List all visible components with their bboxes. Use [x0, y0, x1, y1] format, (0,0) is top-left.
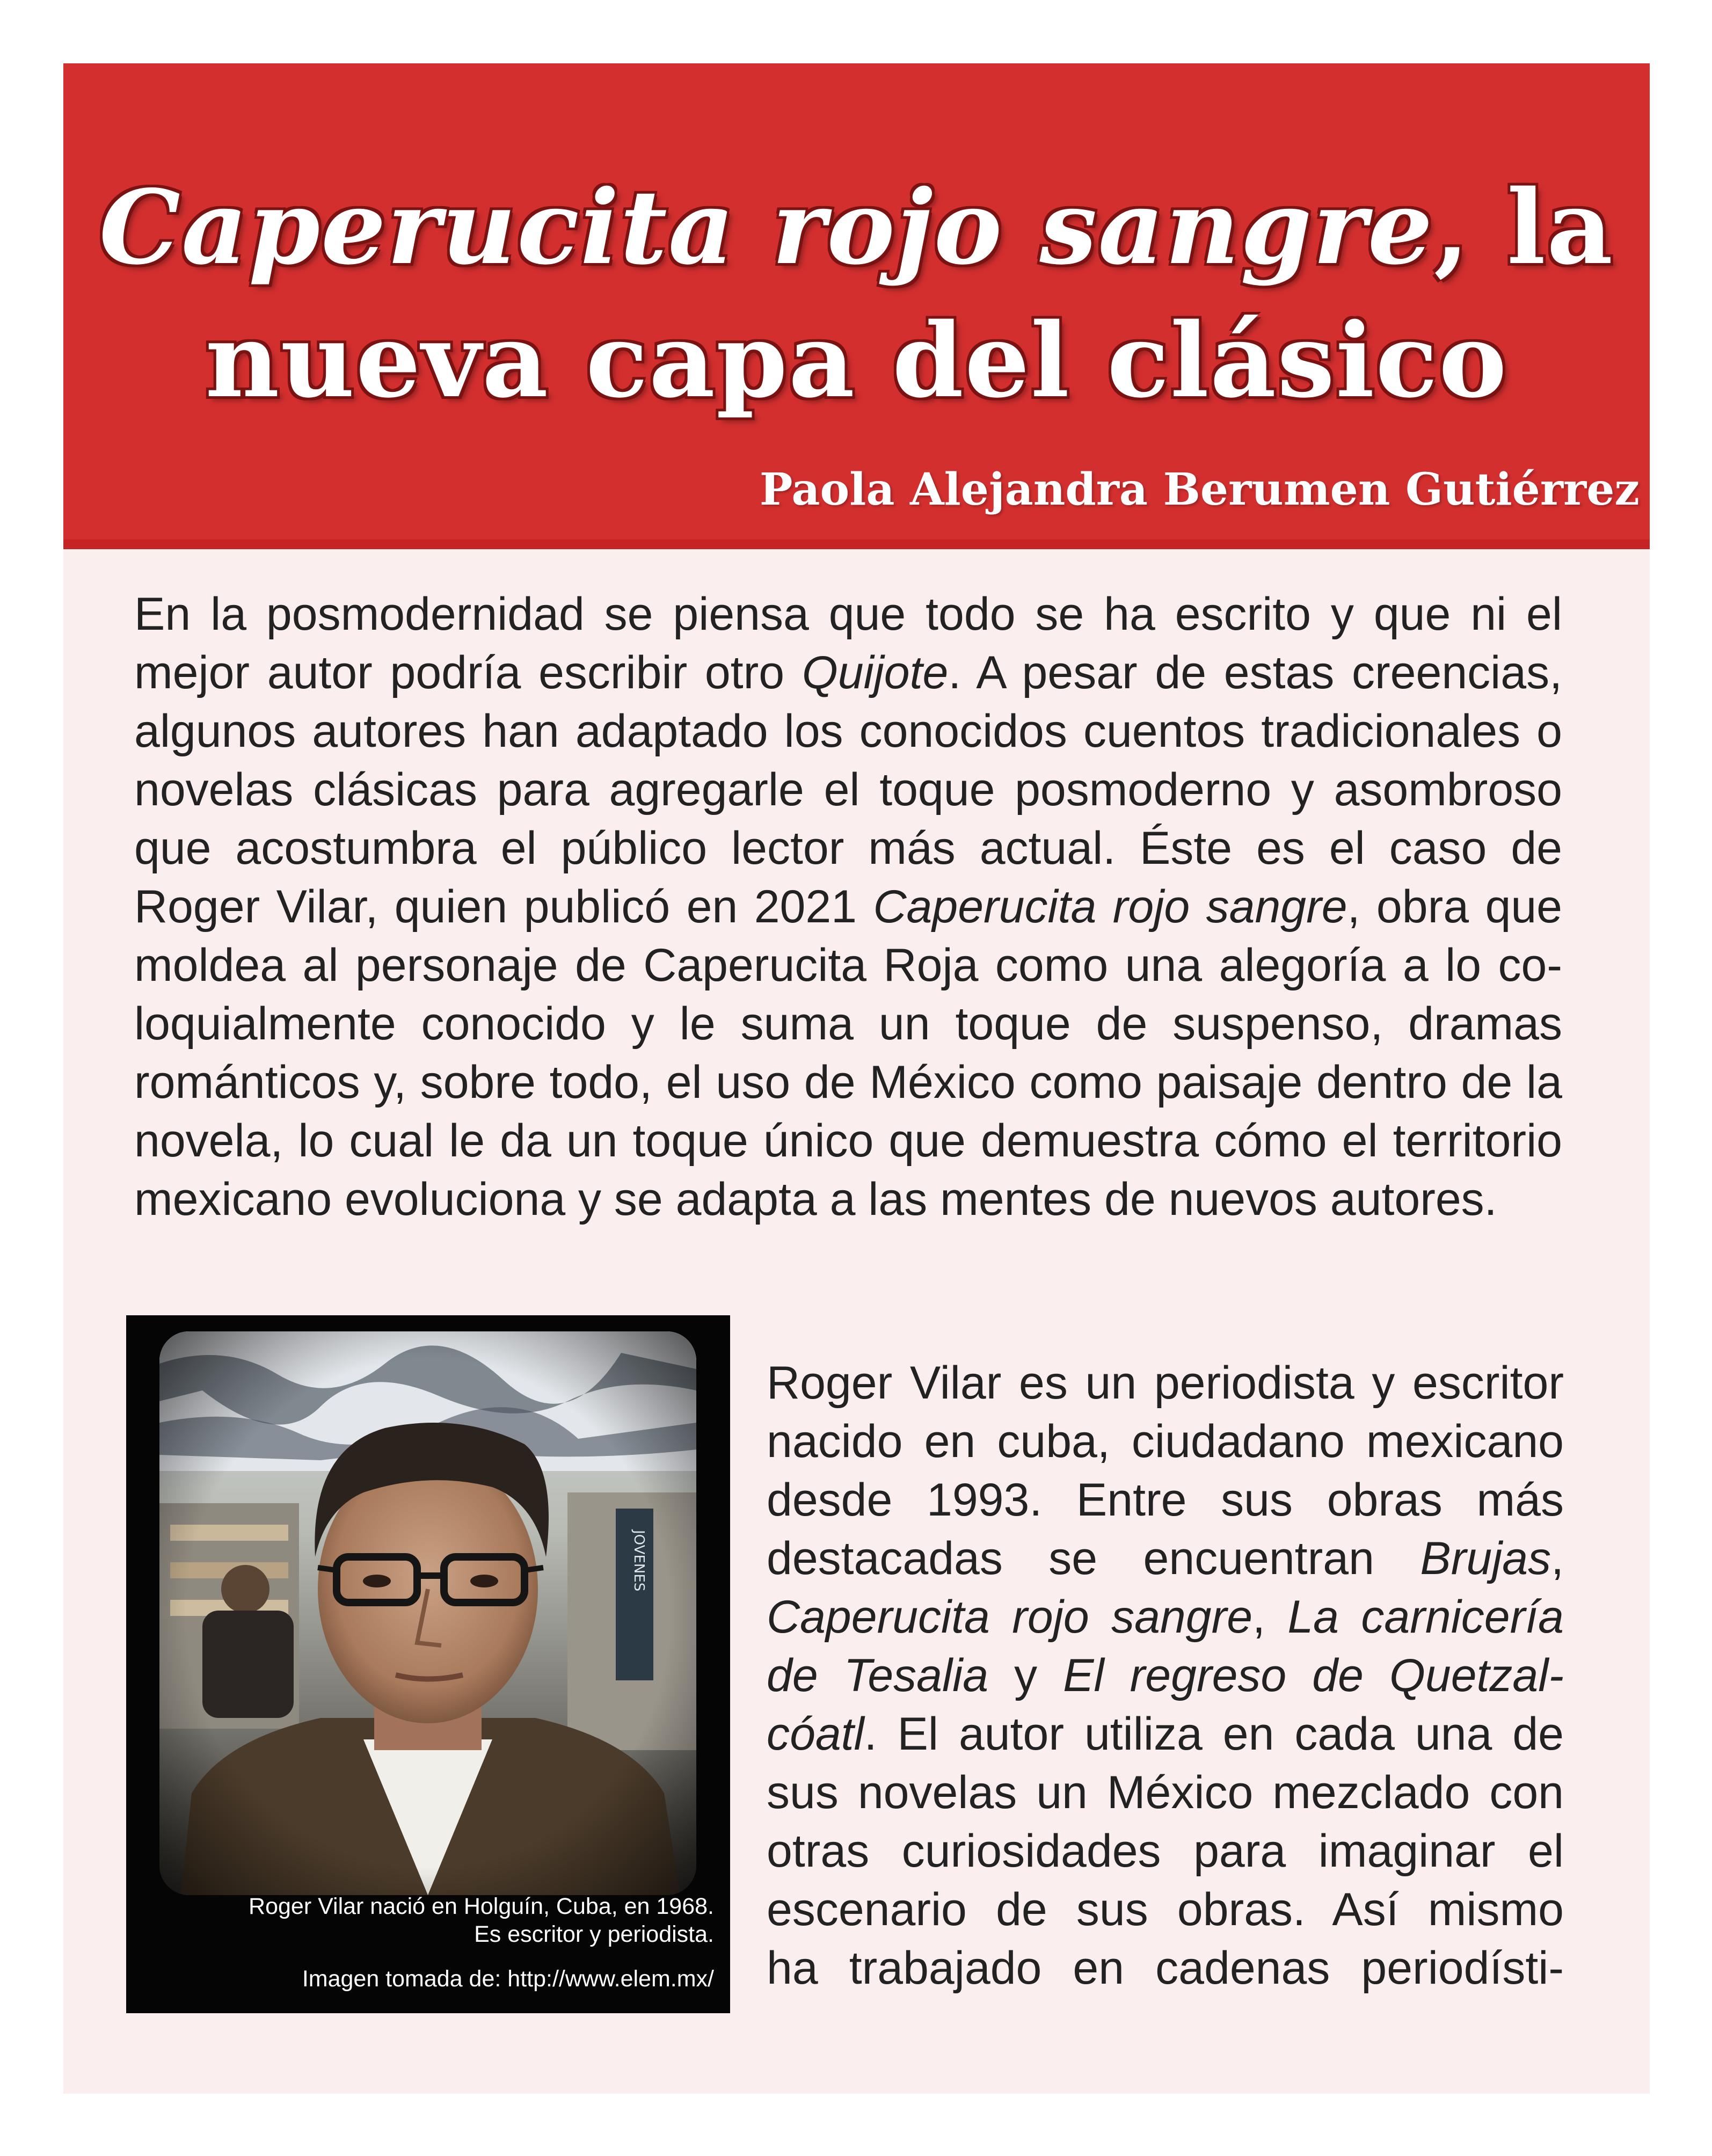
author-name: Paola Alejandra Berumen Gutiérrez: [759, 464, 1640, 515]
bio-italic-caperucita: Caperucita rojo sangre: [767, 1591, 1253, 1643]
caption-line-1: Roger Vilar nació en Holguín, Cuba, en 1968.: [249, 1893, 714, 1919]
bio-line-4: [767, 1529, 1564, 1588]
bio-line-1: Roger Vilar es un periodista y escritor: [767, 1357, 1564, 1409]
bio-line-2: nacido en cuba, ciudadano mexicano: [767, 1416, 1564, 1467]
author-portrait-image: [159, 1331, 696, 1895]
bio-line-11: ha trabajado en cadenas periodísti-: [767, 1942, 1564, 1994]
photo-caption: [142, 1892, 714, 1948]
bio-line-9: otras curiosidades para imaginar el: [767, 1825, 1564, 1877]
para1-italic-quijote: Quijote: [802, 647, 949, 698]
article-title: [63, 161, 1650, 427]
photo-credit: Imagen tomada de: http://www.elem.mx/: [302, 1966, 714, 1992]
bio-italic-coatl: cóatl: [767, 1708, 864, 1760]
bio-line-3: desde 1993. Entre sus obras más: [767, 1474, 1564, 1526]
intro-paragraph: [134, 585, 1562, 1229]
title-line-2: nueva capa del clásico: [205, 301, 1508, 420]
bio-line-4-text: destacadas se encuentran: [767, 1533, 1420, 1584]
bio-line-8: sus novelas un México mezclado con: [767, 1767, 1564, 1818]
bio-line-4-comma: ,: [1551, 1533, 1564, 1584]
para1-text-2: . A pesar de estas creencias, algunos autores han adaptado los conocidos cuentos tradicionales o novelas clásicas para agregarle el toque posmoderno y asombroso que acostumbra el público lector más actual. Éste es el caso de Roger Vilar, quien publicó en 2021: [134, 647, 1562, 933]
para1-italic-caperucita: Caperucita rojo sangre: [873, 881, 1347, 933]
bio-line-7-text: . El autor utiliza en cada una de: [864, 1708, 1564, 1760]
title-italic: Caperucita rojo sangre: [99, 167, 1434, 287]
para1-text-3: , obra que moldea al personaje de Caperucita Roja como una alegoría a lo coloquialmente conocido y le suma un toque de suspenso, dramas románticos y, sobre todo, el uso de México como paisaje dentro de la novela, lo cual le da un toque único que demuestra cómo el territorio mexicano evoluciona y se adapta a las mentes de nuevos autores.: [134, 881, 1562, 1225]
author-photo: [159, 1331, 696, 1895]
caption-line-2: Es escritor y periodista.: [474, 1921, 714, 1947]
bio-italic-carniceria: La carnicería: [1287, 1591, 1564, 1643]
bio-italic-tesalia: de Tesalia: [767, 1650, 989, 1701]
bio-paragraph: [767, 1354, 1564, 1998]
bio-line-5: [767, 1588, 1564, 1647]
bio-italic-regreso: El regreso de Quetzal-: [1063, 1650, 1564, 1701]
bio-line-5-sep: ,: [1252, 1591, 1288, 1643]
bio-italic-brujas: Brujas: [1420, 1533, 1551, 1584]
bio-line-7: [767, 1705, 1564, 1764]
bio-line-6-and: y: [988, 1650, 1063, 1701]
bio-line-6: [767, 1647, 1564, 1705]
bio-line-10: escenario de sus obras. Así mismo: [767, 1884, 1564, 1935]
title-rest: , la: [1433, 167, 1614, 287]
para1-text-1: En la posmodernidad se piensa que todo se ha escrito y que ni el mejor autor podría escribir otro: [134, 588, 1562, 698]
photo-figure: [126, 1315, 730, 2013]
